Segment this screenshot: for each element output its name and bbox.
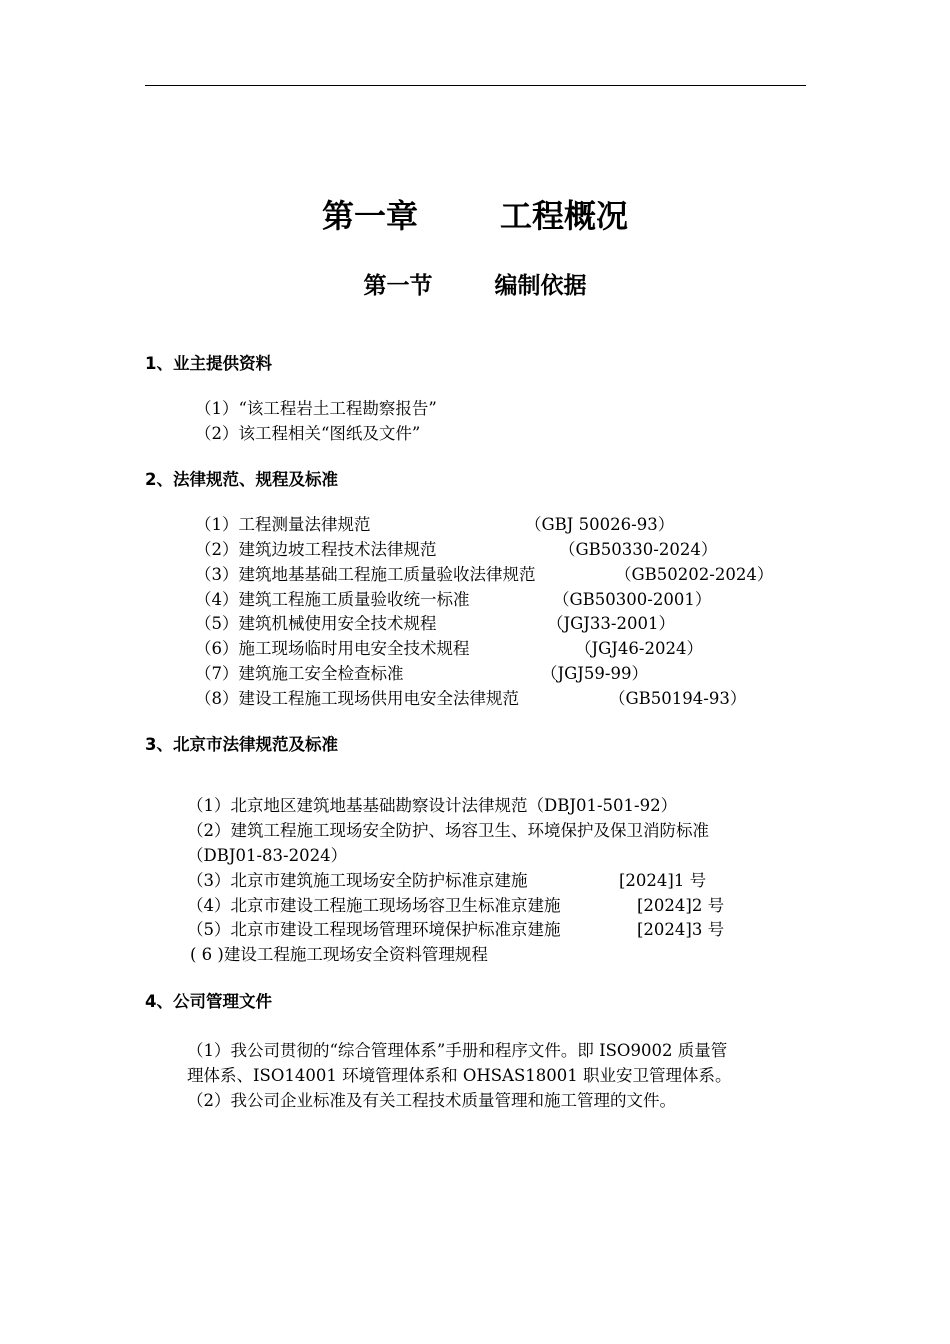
list-item-text: （4）建筑工程施工质量验收统一标准 <box>195 590 470 609</box>
list-item <box>195 612 795 636</box>
heading-company-documents: 4、公司管理文件 <box>145 992 272 1011</box>
chapter-name: 工程概况 <box>500 197 629 235</box>
list-item <box>195 538 795 562</box>
list-item <box>195 662 795 686</box>
list-item <box>187 918 787 942</box>
heading-beijing-standards: 3、北京市法律规范及标准 <box>145 735 338 754</box>
list-item-text: （8）建设工程施工现场供用电安全法律规范 <box>195 689 519 708</box>
list-item-text: （4）北京市建设工程施工现场场容卫生标准京建施 <box>187 896 561 915</box>
standard-code: （GB50202-2024） <box>615 565 774 584</box>
chapter-title <box>0 194 950 238</box>
section-title <box>0 270 950 302</box>
list-item-text: （3）建筑地基基础工程施工质量验收法律规范 <box>195 565 536 584</box>
list-item-text: （6）施工现场临时用电安全技术规程 <box>195 639 470 658</box>
standard-code: （GB50300-2001） <box>553 590 712 609</box>
list-item-text: （3）北京市建筑施工现场安全防护标准京建施 <box>187 871 528 890</box>
list-item <box>195 588 795 612</box>
list-item <box>195 687 795 711</box>
header-rule <box>145 85 806 86</box>
chapter-label: 第一章 <box>321 197 418 235</box>
standard-code: （GB50194-93） <box>609 689 747 708</box>
list-item-text: （5）北京市建设工程现场管理环境保护标准京建施 <box>187 920 561 939</box>
heading-owner-materials: 1、业主提供资料 <box>145 354 272 373</box>
list-item: （2）建筑工程施工现场安全防护、场容卫生、环境保护及保卫消防标准 <box>187 821 709 840</box>
list-item-text: （2）建筑边坡工程技术法律规范 <box>195 540 437 559</box>
list-item-text: （5）建筑机械使用安全技术规程 <box>195 614 437 633</box>
list-item: （DBJ01-83-2024） <box>187 846 348 865</box>
standard-code: [2024]2 号 <box>637 896 725 915</box>
list-item-text: （7）建筑施工安全检查标准 <box>195 664 404 683</box>
list-item: （1）北京地区建筑地基基础勘察设计法律规范（DBJ01-501-92） <box>187 796 678 815</box>
standard-code: [2024]1 号 <box>619 871 707 890</box>
list-item: （2）我公司企业标准及有关工程技术质量管理和施工管理的文件。 <box>187 1091 676 1110</box>
list-item: （1）我公司贯彻的“综合管理体系”手册和程序文件。即 ISO9002 质量管 <box>187 1041 728 1060</box>
standard-code: （JGJ46-2024） <box>575 639 703 658</box>
list-item <box>187 894 787 918</box>
list-item <box>195 563 795 587</box>
list-item <box>187 869 787 893</box>
list-item-text: （1）工程测量法律规范 <box>195 515 371 534</box>
list-item <box>195 513 795 537</box>
list-item: （1）“该工程岩土工程勘察报告” <box>195 399 437 418</box>
standard-code: （GBJ 50026-93） <box>525 515 675 534</box>
standard-code: [2024]3 号 <box>637 920 725 939</box>
standard-code: （JGJ59-99） <box>541 664 648 683</box>
list-item: 理体系、ISO14001 环境管理体系和 OHSAS18001 职业安卫管理体系。 <box>187 1066 732 1085</box>
standard-code: （JGJ33-2001） <box>547 614 675 633</box>
standard-code: （GB50330-2024） <box>559 540 718 559</box>
list-item: ( 6 )建设工程施工现场安全资料管理规程 <box>190 945 488 964</box>
section-name: 编制依据 <box>494 273 587 299</box>
list-item <box>195 637 795 661</box>
list-item: （2）该工程相关“图纸及文件” <box>195 424 421 443</box>
heading-laws-standards: 2、法律规范、规程及标准 <box>145 470 338 489</box>
section-label: 第一节 <box>363 273 433 299</box>
